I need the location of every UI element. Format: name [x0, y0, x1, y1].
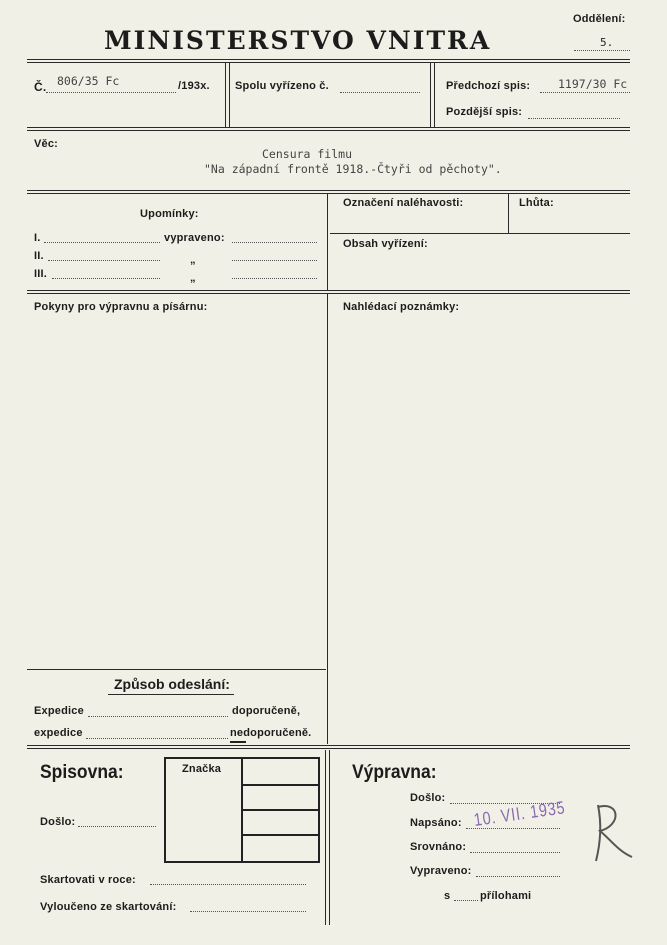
- resolved-with-line: [340, 92, 420, 93]
- reminders-heading: Upomínky:: [140, 208, 199, 220]
- deadline-label: Lhůta:: [519, 197, 554, 209]
- mid-divider-main: [327, 294, 328, 744]
- row1-divider-2a: [430, 62, 431, 128]
- reminder-2-line: [48, 260, 160, 261]
- dispatch-compared-label: Srovnáno:: [410, 841, 467, 853]
- sending-row1-right: doporučeně,: [232, 705, 301, 717]
- resolution-content-label: Obsah vyřízení:: [343, 238, 428, 250]
- excluded-label: Vyloučeno ze skartování:: [40, 901, 177, 913]
- reminder-1-number: I.: [34, 232, 41, 244]
- reminder-2-sent-line: [232, 260, 317, 261]
- footer-divider-a: [325, 750, 326, 925]
- reminder-3-line: [52, 278, 160, 279]
- previous-file-line: [540, 92, 630, 93]
- handwritten-signature: [580, 795, 640, 870]
- dispatch-heading: Výpravna:: [352, 762, 437, 783]
- file-number-value: 806/35 Fc: [57, 74, 120, 88]
- sending-heading: Způsob odeslání:: [114, 676, 230, 692]
- sending-row1-line: [88, 716, 228, 717]
- reminder-2-number: II.: [34, 250, 44, 262]
- later-file-line: [528, 118, 620, 119]
- file-number-line: [46, 92, 176, 93]
- review-notes-label: Nahlédací poznámky:: [343, 301, 460, 313]
- dispatch-compared-line: [470, 852, 560, 853]
- ministry-title: MINISTERSTVO VNITRA: [104, 26, 492, 55]
- subject-line-2: "Na západní frontě 1918.-Čtyři od pěchoty".: [204, 162, 502, 176]
- subject-bottom-rule: [27, 190, 630, 194]
- sending-row2-line: [86, 738, 228, 739]
- header-rule: [27, 59, 630, 63]
- sending-row2-right: nedoporučeně.: [230, 727, 312, 739]
- footer-divider-b: [329, 750, 330, 925]
- sending-row2-left: expedice: [34, 727, 83, 739]
- subject-label: Věc:: [34, 138, 59, 150]
- dispatch-written-label: Napsáno:: [410, 817, 462, 829]
- urgency-bottom-rule: [330, 233, 630, 234]
- attachments-prefix: s: [444, 890, 451, 902]
- later-file-label: Pozdější spis:: [446, 106, 523, 118]
- mark-box: [164, 757, 320, 863]
- row1-divider-1a: [225, 62, 226, 128]
- attachments-label: přílohami: [480, 890, 532, 902]
- mark-box-row-1: [241, 784, 318, 786]
- attachments-count-line: [454, 900, 478, 901]
- date-stamp: 10. VII. 1935: [472, 797, 567, 830]
- previous-file-value: 1197/30 Fc: [558, 77, 628, 91]
- dispatch-sent-label: Vypraveno:: [410, 865, 472, 877]
- department-value: 5.: [600, 36, 614, 49]
- footer-top-rule: [27, 745, 630, 749]
- registry-heading: Spisovna:: [40, 762, 124, 783]
- reminder-2-sent: „: [190, 254, 196, 266]
- registry-received-label: Došlo:: [40, 816, 76, 828]
- discard-line: [150, 884, 306, 885]
- resolved-with-label: Spolu vyřízeno č.: [235, 80, 329, 92]
- reminder-1-sent-line: [232, 242, 317, 243]
- sending-row1-left: Expedice: [34, 705, 84, 717]
- row1-divider-2b: [434, 62, 435, 128]
- reminder-1-line: [44, 242, 160, 243]
- section-rule: [27, 290, 630, 294]
- mark-box-row-3: [241, 834, 318, 836]
- dispatch-received-label: Došlo:: [410, 792, 446, 804]
- deadline-divider: [508, 193, 509, 233]
- reminder-3-number: III.: [34, 268, 48, 280]
- instructions-bottom-rule: [27, 669, 326, 670]
- instructions-label: Pokyny pro výpravnu a písárnu:: [34, 301, 208, 313]
- year-label: /193x.: [178, 80, 210, 92]
- department-label: Oddělení:: [573, 13, 626, 25]
- reminder-3-sent: „: [190, 272, 196, 284]
- underline-mark: [230, 741, 246, 743]
- row1-divider-1b: [229, 62, 230, 128]
- mark-label: Značka: [182, 763, 222, 775]
- registry-received-line: [78, 826, 156, 827]
- mark-box-row-2: [241, 809, 318, 811]
- sending-heading-underline: [108, 694, 234, 695]
- reminder-3-sent-line: [232, 278, 317, 279]
- row1-bottom-rule: [27, 127, 630, 131]
- department-line: [574, 50, 630, 51]
- subject-line-1: Censura filmu: [262, 147, 353, 161]
- discard-label: Skartovati v roce:: [40, 874, 136, 886]
- urgency-label: Označení naléhavosti:: [343, 197, 464, 209]
- dispatch-sent-line: [476, 876, 560, 877]
- reminder-1-sent: vypraveno:: [164, 232, 225, 244]
- file-number-label: Č.: [34, 80, 47, 94]
- mid-divider-top: [327, 193, 328, 290]
- previous-file-label: Předchozí spis:: [446, 80, 531, 92]
- excluded-line: [190, 911, 306, 912]
